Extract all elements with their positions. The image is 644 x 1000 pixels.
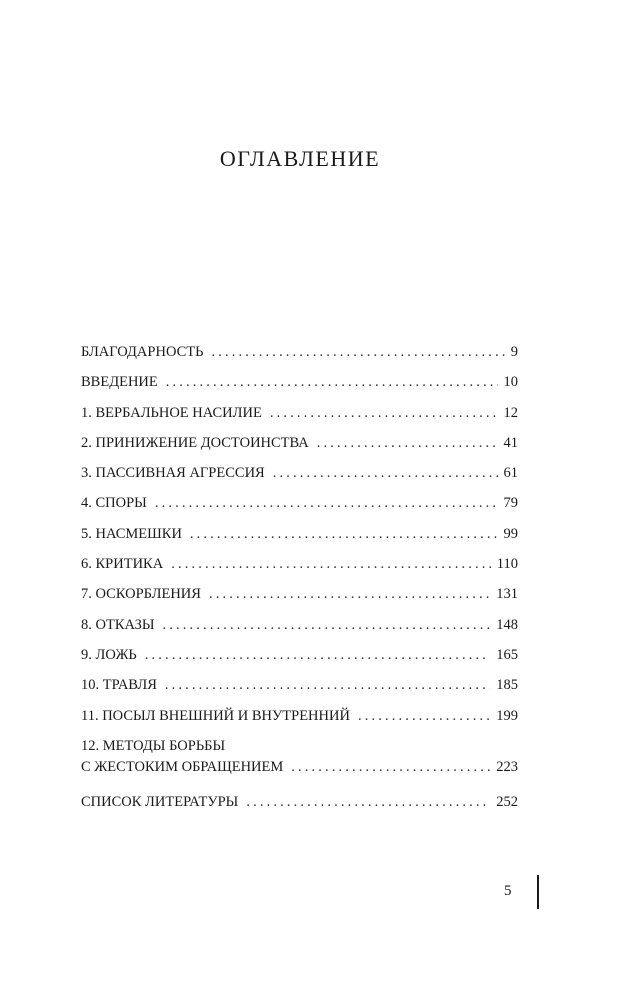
- toc-entry-page: 79: [503, 495, 518, 512]
- page-number: 5: [504, 883, 512, 899]
- toc-entry-page: 165: [496, 646, 518, 663]
- dot-leader: [190, 524, 498, 545]
- toc-entry: [81, 463, 518, 484]
- toc-entry-page: 12: [503, 404, 518, 421]
- page-title: ОГЛАВЛЕНИЕ: [219, 145, 381, 171]
- toc-entry: [81, 493, 518, 514]
- toc-entry-label: 2. ПРИНИЖЕНИЕ ДОСТОИНСТВА: [81, 434, 309, 451]
- table-of-contents: [81, 342, 518, 822]
- dot-leader: [211, 342, 504, 363]
- toc-entry-page: 61: [503, 465, 518, 482]
- toc-entry-label: 1. ВЕРБАЛЬНОЕ НАСИЛИЕ: [81, 404, 262, 421]
- toc-entry-label: СПИСОК ЛИТЕРАТУРЫ: [81, 793, 239, 810]
- dot-leader: [145, 645, 490, 666]
- toc-entry: [81, 584, 518, 605]
- toc-entry-page: 185: [496, 677, 518, 694]
- toc-entry-label: 3. ПАССИВНАЯ АГРЕССИЯ: [81, 465, 265, 482]
- toc-entry-page: 148: [496, 616, 518, 633]
- toc-entry-label: 7. ОСКОРБЛЕНИЯ: [81, 586, 201, 603]
- dot-leader: [358, 706, 490, 727]
- toc-entry-page: 199: [496, 707, 518, 724]
- toc-entry-page: 99: [503, 525, 518, 542]
- toc-entry-label: 9. ЛОЖЬ: [81, 646, 137, 663]
- toc-entry-line2: [81, 757, 518, 778]
- dot-leader: [155, 493, 498, 514]
- toc-entry-label-line2: С ЖЕСТОКИМ ОБРАЩЕНИЕМ: [81, 758, 284, 775]
- toc-entry: [81, 403, 518, 424]
- toc-entry-page: 131: [496, 586, 518, 603]
- toc-entry-label: БЛАГОДАРНОСТЬ: [81, 344, 204, 360]
- dot-leader: [246, 792, 490, 813]
- toc-entry-label-line1: 12. МЕТОДЫ БОРЬБЫ: [81, 737, 226, 754]
- toc-entry-label: 11. ПОСЫЛ ВНЕШНИЙ И ВНУТРЕННИЙ: [81, 707, 350, 724]
- dot-leader: [291, 757, 490, 778]
- toc-entry: [81, 342, 518, 363]
- toc-entry: [81, 645, 518, 666]
- toc-entry-label: 6. КРИТИКА: [81, 556, 164, 573]
- toc-entry-page: 41: [503, 434, 518, 451]
- toc-entry: [81, 433, 518, 454]
- folio-divider: [537, 875, 539, 909]
- toc-entry-label: 4. СПОРЫ: [81, 495, 147, 512]
- toc-entry: [81, 615, 518, 636]
- toc-entry-page: 9: [510, 344, 518, 360]
- dot-leader: [171, 554, 491, 575]
- dot-leader: [209, 584, 490, 605]
- dot-leader: [273, 463, 498, 484]
- toc-entry-label: ВВЕДЕНИЕ: [81, 374, 158, 391]
- dot-leader: [317, 433, 498, 454]
- toc-entry-multiline: [81, 736, 518, 778]
- dot-leader: [163, 615, 491, 636]
- toc-entry: [81, 372, 518, 393]
- toc-entry-label: 5. НАСМЕШКИ: [81, 525, 182, 542]
- dot-leader: [165, 675, 490, 696]
- toc-entry-bibliography: [81, 792, 518, 813]
- dot-leader: [270, 403, 498, 424]
- toc-entry: [81, 675, 518, 696]
- toc-entry: [81, 706, 518, 727]
- toc-entry: [81, 554, 518, 575]
- toc-entry-page: 110: [496, 556, 518, 573]
- toc-entry: [81, 524, 518, 545]
- toc-entry-label: 10. ТРАВЛЯ: [81, 677, 157, 694]
- toc-entry-page: 252: [496, 793, 518, 810]
- toc-entry-page: 10: [503, 374, 518, 391]
- toc-entry-page: 223: [496, 758, 518, 775]
- toc-entry-label: 8. ОТКАЗЫ: [81, 616, 155, 633]
- dot-leader: [166, 372, 498, 393]
